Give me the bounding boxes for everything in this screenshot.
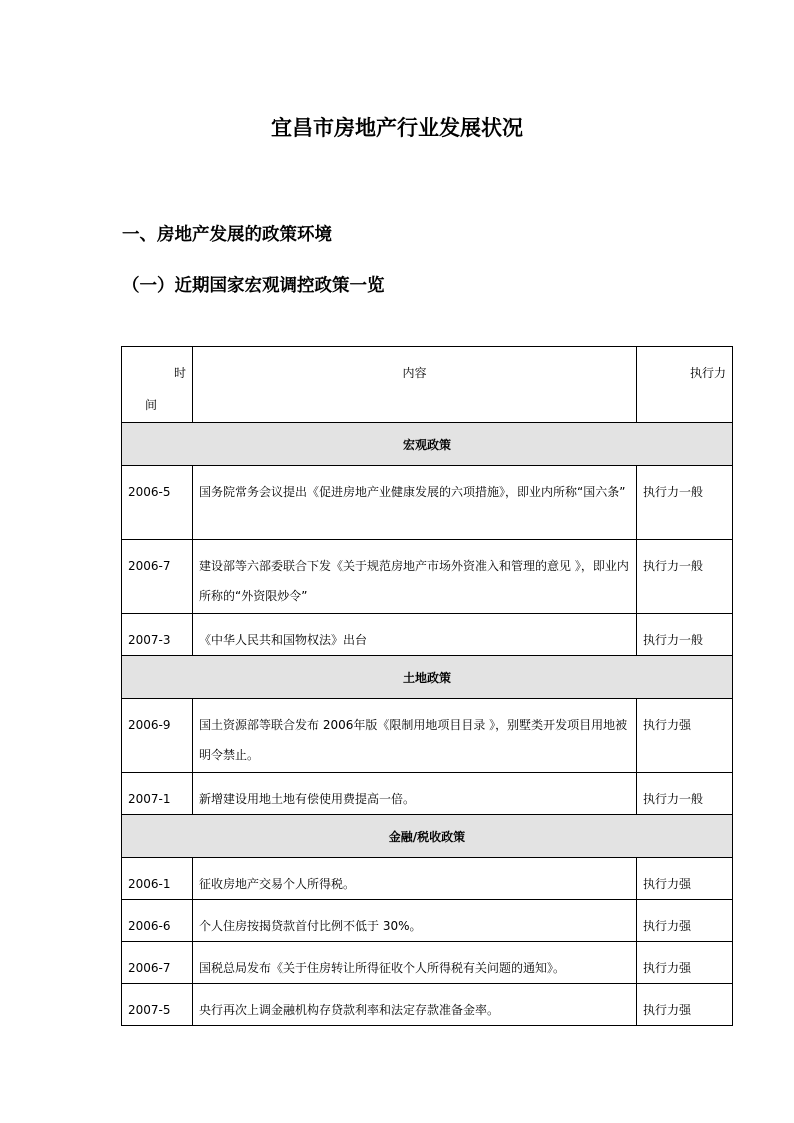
- time-cell: 2006-6: [122, 900, 193, 942]
- section-row: [122, 656, 733, 699]
- content-cell: 国务院常务会议提出《促进房地产业健康发展的六项措施》，即业内所称“国六条”: [193, 466, 637, 540]
- section-title: 金融/税收政策: [122, 815, 733, 858]
- time-cell: 2007-5: [122, 984, 193, 1026]
- table-header: [122, 347, 733, 423]
- time-cell: 2007-1: [122, 773, 193, 815]
- content-cell: 新增建设用地土地有偿使用费提高一倍。: [193, 773, 637, 815]
- section-row: [122, 423, 733, 466]
- execution-cell: 执行力一般: [637, 466, 733, 540]
- content-cell: 国土资源部等联合发布 2006年版《限制用地项目目录 》，别墅类开发项目用地被明令禁止。: [193, 699, 637, 773]
- content-cell: 国税总局发布《关于住房转让所得征收个人所得税有关问题的通知》。: [193, 942, 637, 984]
- table-body: [122, 423, 733, 1026]
- document-title: 宜昌市房地产行业发展状况: [271, 115, 523, 140]
- table-row: [122, 466, 733, 540]
- subsection-heading: （一）近期国家宏观调控政策一览: [122, 276, 385, 296]
- table-row: [122, 773, 733, 815]
- time-cell: 2006-9: [122, 699, 193, 773]
- table-row: [122, 984, 733, 1026]
- content-cell: 《中华人民共和国物权法》出台: [193, 614, 637, 656]
- execution-cell: 执行力一般: [637, 773, 733, 815]
- time-cell: 2006-7: [122, 540, 193, 614]
- header-time-line2: 间: [145, 398, 158, 412]
- execution-cell: 执行力强: [637, 942, 733, 984]
- content-cell: 征收房地产交易个人所得税。: [193, 858, 637, 900]
- time-cell: 2006-7: [122, 942, 193, 984]
- table-row: [122, 540, 733, 614]
- table-row: [122, 699, 733, 773]
- execution-cell: 执行力强: [637, 900, 733, 942]
- time-cell: 2006-5: [122, 466, 193, 540]
- section-title: 土地政策: [122, 656, 733, 699]
- table-row: [122, 900, 733, 942]
- section-row: [122, 815, 733, 858]
- time-cell: 2007-3: [122, 614, 193, 656]
- table-row: [122, 858, 733, 900]
- policy-table: [121, 346, 733, 1026]
- execution-cell: 执行力强: [637, 699, 733, 773]
- table-row: [122, 614, 733, 656]
- content-cell: 建设部等六部委联合下发《关于规范房地产市场外资准入和管理的意见 》，即业内所称的“外资限炒令”: [193, 540, 637, 614]
- content-cell: 个人住房按揭贷款首付比例不低于 30%。: [193, 900, 637, 942]
- table-row: [122, 942, 733, 984]
- execution-cell: 执行力一般: [637, 540, 733, 614]
- section-title: 宏观政策: [122, 423, 733, 466]
- execution-cell: 执行力强: [637, 858, 733, 900]
- content-cell: 央行再次上调金融机构存贷款利率和法定存款准备金率。: [193, 984, 637, 1026]
- time-cell: 2006-1: [122, 858, 193, 900]
- header-time-line1: 时: [173, 366, 186, 380]
- execution-cell: 执行力一般: [637, 614, 733, 656]
- header-content: 内容: [193, 347, 637, 423]
- section-heading: 一、房地产发展的政策环境: [122, 225, 332, 245]
- header-time: [122, 347, 193, 423]
- execution-cell: 执行力强: [637, 984, 733, 1026]
- header-execution: 执行力: [637, 347, 733, 423]
